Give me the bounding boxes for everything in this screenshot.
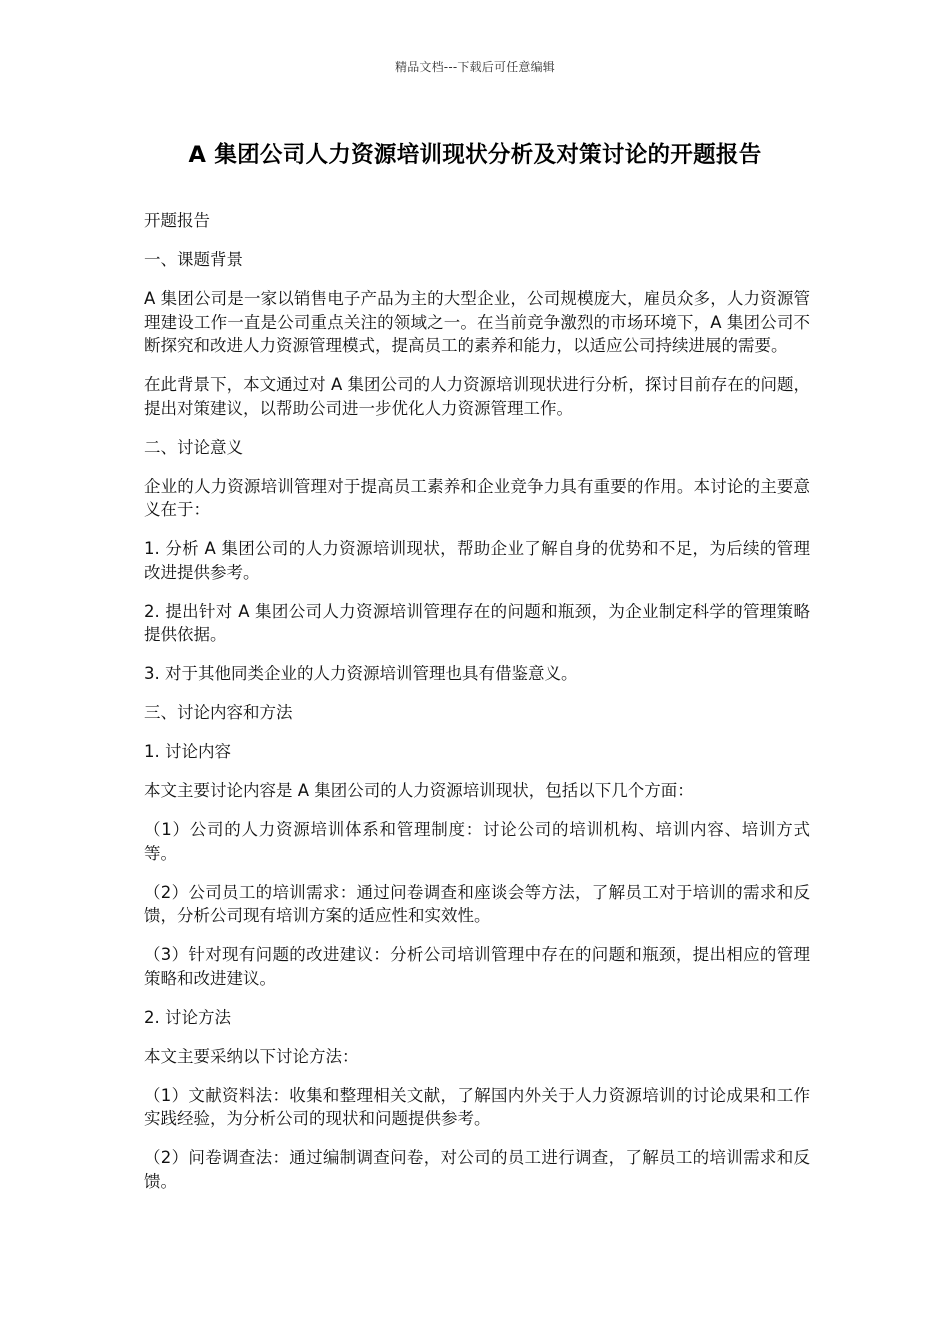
- heading-background: 一、课题背景: [144, 250, 243, 269]
- paragraph-background-1: A 集团公司是一家以销售电子产品为主的大型企业，公司规模庞大，雇员众多，人力资源管理建设工作一直是公司重点关注的领域之一。在当前竞争激烈的市场环境下，A 集团公司不断探究和改进人力资源管理模式，提高员工的素养和能力，以适应公司持续进展的需要。: [144, 289, 810, 355]
- paragraph-methods-intro: 本文主要采纳以下讨论方法：: [144, 1046, 359, 1066]
- subheading-content: 1. 讨论内容: [144, 742, 231, 761]
- heading-significance: 二、讨论意义: [144, 437, 243, 457]
- list-item-methods-1: （1）文献资料法：收集和整理相关文献，了解国内外关于人力资源培训的讨论成果和工作实践经验，为分析公司的现状和问题提供参考。: [144, 1085, 810, 1128]
- paragraph-content-intro: 本文主要讨论内容是 A 集团公司的人力资源培训现状，包括以下几个方面：: [144, 781, 694, 800]
- list-item-content-2: （2）公司员工的培训需求：通过问卷调查和座谈会等方法，了解员工对于培训的需求和反馈，分析公司现有培训方案的适应性和实效性。: [144, 882, 810, 925]
- list-item-methods-2: （2）问卷调查法：通过编制调查问卷，对公司的员工进行调查，了解员工的培训需求和反馈。: [144, 1148, 810, 1191]
- list-item-content-1: （1）公司的人力资源培训体系和管理制度：讨论公司的培训机构、培训内容、培训方式等。: [144, 820, 810, 863]
- header-note: 精品文档---下载后可任意编辑: [395, 60, 555, 74]
- paragraph-significance-intro: 企业的人力资源培训管理对于提高员工素养和企业竞争力具有重要的作用。本讨论的主要意义在于：: [144, 476, 810, 519]
- document-title: A 集团公司人力资源培训现状分析及对策讨论的开题报告: [188, 142, 762, 168]
- list-item-significance-2: 2. 提出针对 A 集团公司人力资源培训管理存在的问题和瓶颈，为企业制定科学的管理策略提供依据。: [144, 601, 810, 644]
- paragraph-background-2: 在此背景下，本文通过对 A 集团公司的人力资源培训现状进行分析，探讨目前存在的问题，提出对策建议，以帮助公司进一步优化人力资源管理工作。: [144, 375, 810, 418]
- list-item-significance-1: 1. 分析 A 集团公司的人力资源培训现状，帮助企业了解自身的优势和不足，为后续的管理改进提供参考。: [144, 539, 810, 582]
- document-body: [144, 209, 810, 1209]
- section-label-report: 开题报告: [144, 211, 210, 230]
- subheading-methods: 2. 讨论方法: [144, 1007, 231, 1027]
- list-item-content-3: （3）针对现有问题的改进建议：分析公司培训管理中存在的问题和瓶颈，提出相应的管理策略和改进建议。: [144, 945, 810, 988]
- list-item-significance-3: 3. 对于其他同类企业的人力资源培训管理也具有借鉴意义。: [144, 664, 578, 683]
- heading-content-methods: 三、讨论内容和方法: [144, 703, 293, 722]
